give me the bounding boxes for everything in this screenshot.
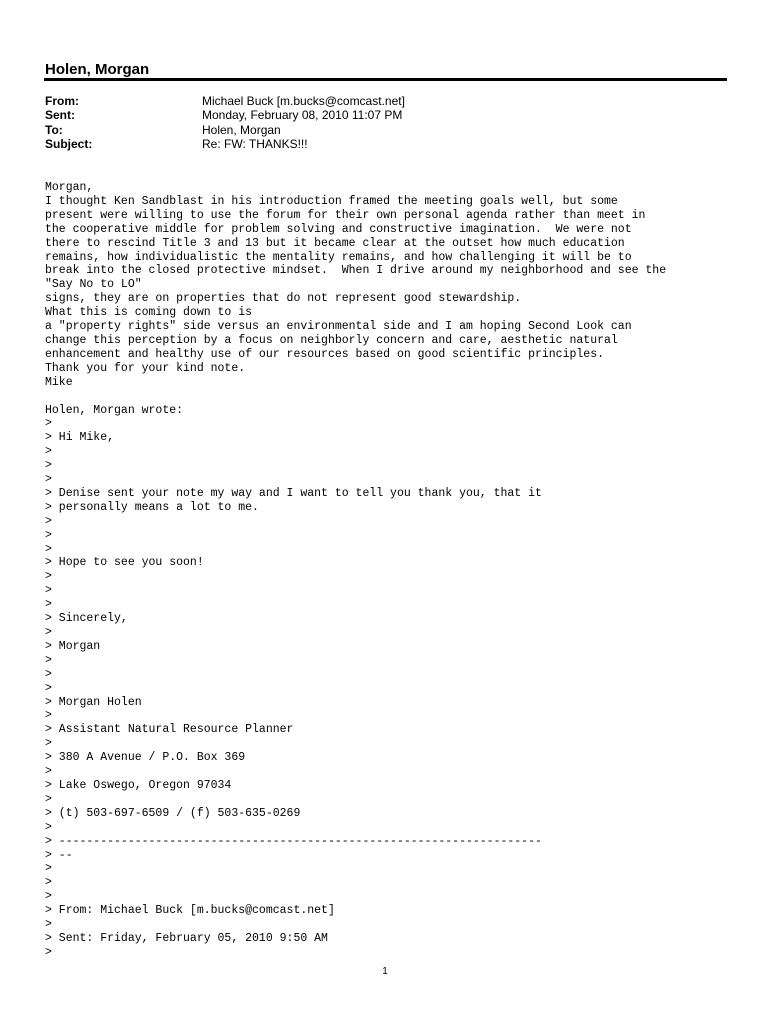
subject-label: Subject: xyxy=(45,137,93,152)
body-line: > (t) 503-697-6509 / (f) 503-635-0269 xyxy=(45,806,301,820)
body-line: remains, how individualistic the mentality remains, and how challenging it will be to xyxy=(45,250,632,264)
body-line: > xyxy=(45,514,52,528)
body-line: > Assistant Natural Resource Planner xyxy=(45,723,294,737)
body-line: > xyxy=(45,626,52,639)
body-line: > xyxy=(45,765,52,779)
body-line: > Hi Mike, xyxy=(45,431,115,445)
body-line: > 380 A Avenue / P.O. Box 369 xyxy=(45,751,246,765)
body-line: > Hope to see you soon! xyxy=(45,556,204,570)
body-line: the cooperative middle for problem solving and constructive imagination. We were not xyxy=(45,222,632,236)
body-line: > Denise sent your note my way and I want to tell you thank you, that it xyxy=(45,486,542,500)
body-line: What this is coming down to is xyxy=(45,306,253,320)
body-line: enhancement and healthy use of our resources based on good scientific principles. xyxy=(45,347,604,361)
body-line: "Say No to LO" xyxy=(45,278,142,292)
body-line: > xyxy=(45,918,52,932)
header-row-subject xyxy=(45,137,405,151)
body-line: > xyxy=(45,876,52,890)
header-row-to xyxy=(45,123,405,137)
to-label: To: xyxy=(45,122,63,137)
body-line: > xyxy=(45,473,52,487)
body-line: Holen, Morgan wrote: xyxy=(45,403,184,417)
body-line: Mike xyxy=(45,375,73,389)
to-value: Holen, Morgan xyxy=(202,122,281,137)
body-line: > ---------------------------------------------------------------------- xyxy=(45,834,542,848)
body-line: > xyxy=(45,598,52,612)
page-number: 1 xyxy=(382,966,388,977)
body-line: > xyxy=(45,570,52,584)
body-line: > -- xyxy=(45,848,73,862)
title-rule xyxy=(44,78,727,81)
body-line: > xyxy=(45,542,52,556)
body-line: > Sincerely, xyxy=(45,612,128,626)
body-line: > xyxy=(45,737,52,751)
body-line: change this perception by a focus on neighborly concern and care, aesthetic natural xyxy=(45,333,618,347)
body-line: signs, they are on properties that do not represent good stewardship. xyxy=(45,292,522,306)
body-line: > xyxy=(45,528,52,542)
body-line: break into the closed protective mindset. When I drive around my neighborhood and see the xyxy=(45,264,667,278)
header-row-sent xyxy=(45,108,405,122)
body-line: a "property rights" side versus an environmental side and I am hoping Second Look can xyxy=(45,320,632,334)
body-line: > Morgan Holen xyxy=(45,695,142,709)
body-line: > From: Michael Buck [m.bucks@comcast.net] xyxy=(45,904,335,918)
body-line: Morgan, xyxy=(45,181,94,194)
body-line: > xyxy=(45,945,52,959)
header-row-from xyxy=(45,94,405,108)
body-line: > xyxy=(45,681,52,695)
body-line: Thank you for your kind note. xyxy=(45,361,246,375)
body-line: > xyxy=(45,862,52,876)
body-line: > Morgan xyxy=(45,639,101,653)
email-headers xyxy=(45,94,405,152)
body-line: > xyxy=(45,653,52,667)
body-line: I thought Ken Sandblast in his introduction framed the meeting goals well, but some xyxy=(45,194,618,208)
body-line: > xyxy=(45,709,52,723)
sent-label: Sent: xyxy=(45,108,75,123)
body-line: > xyxy=(45,792,52,806)
body-line: there to rescind Title 3 and 13 but it became clear at the outset how much education xyxy=(45,236,625,250)
document-title: Holen, Morgan xyxy=(45,61,150,78)
body-line: > Lake Oswego, Oregon 97034 xyxy=(45,778,232,792)
body-line: > xyxy=(45,459,52,473)
body-line: > Sent: Friday, February 05, 2010 9:50 AM xyxy=(45,931,328,945)
body-line: present were willing to use the forum for their own personal agenda rather than meet in xyxy=(45,208,646,222)
body-line: > xyxy=(45,667,52,681)
email-body xyxy=(45,181,666,960)
from-value: Michael Buck [m.bucks@comcast.net] xyxy=(202,94,405,108)
body-line: > xyxy=(45,890,52,904)
sent-value: Monday, February 08, 2010 11:07 PM xyxy=(202,108,403,123)
body-line: > xyxy=(45,417,52,431)
body-line: > xyxy=(45,445,52,459)
body-line: > personally means a lot to me. xyxy=(45,500,259,514)
body-line: > xyxy=(45,584,52,598)
from-label: From: xyxy=(45,94,79,108)
subject-value: Re: FW: THANKS!!! xyxy=(202,137,308,152)
body-line: > xyxy=(45,820,52,834)
